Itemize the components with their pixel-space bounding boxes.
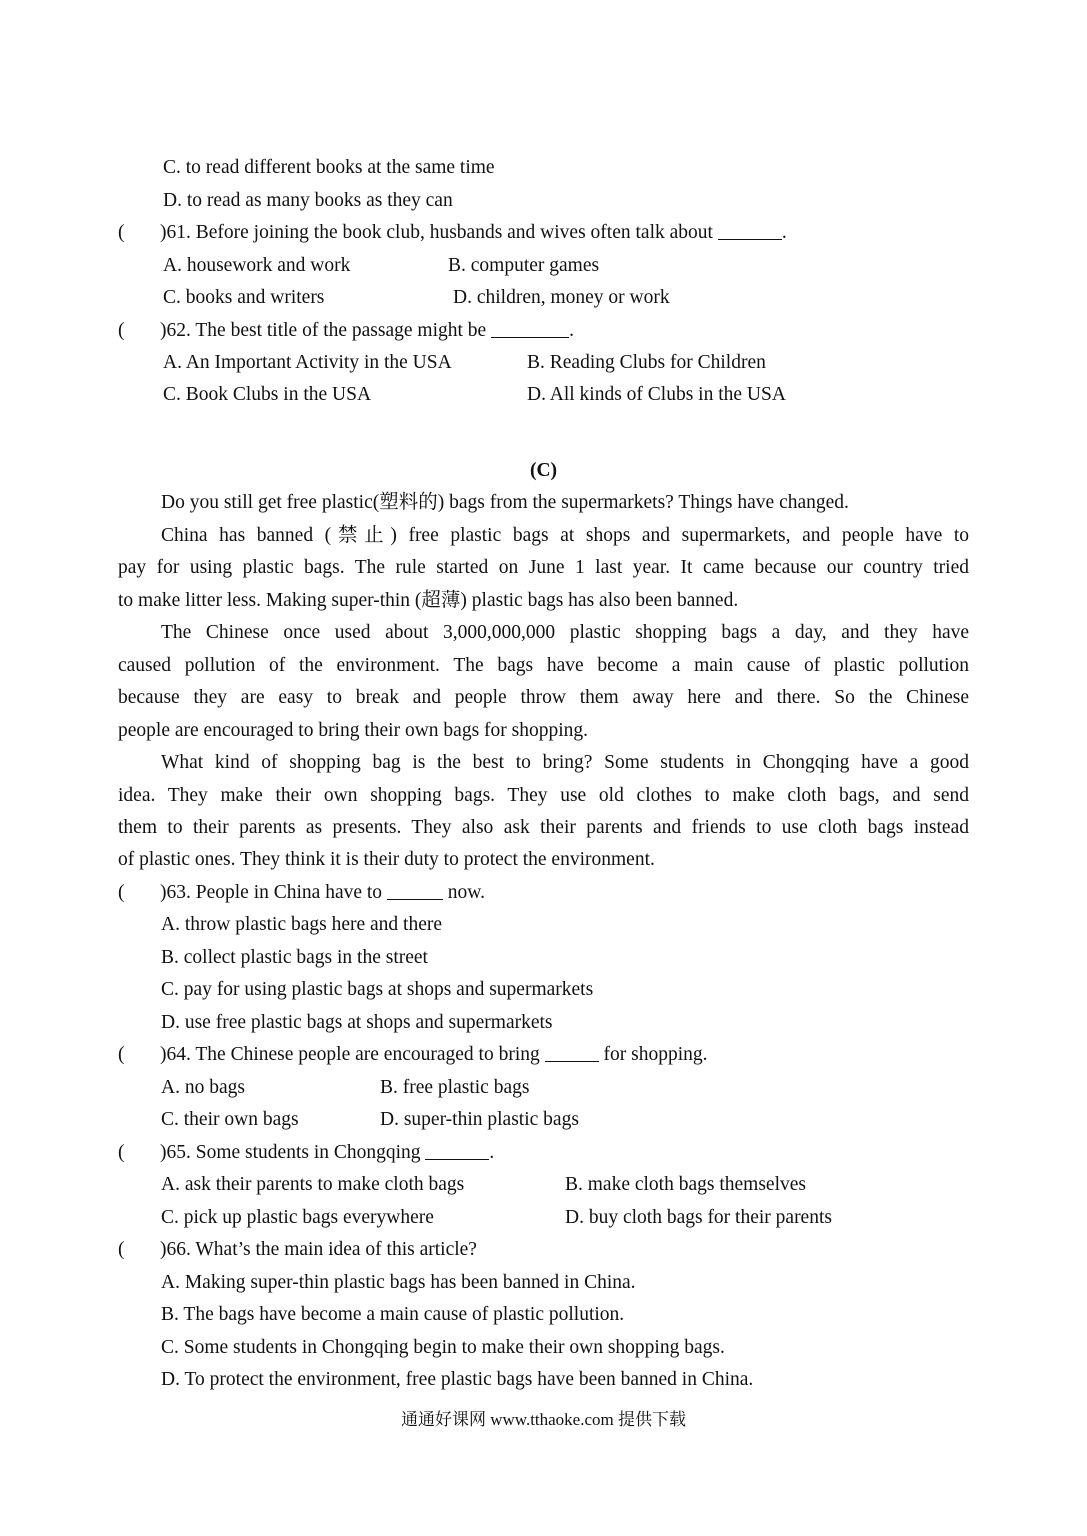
q63-option-c: C. pay for using plastic bags at shops and supermarkets [161, 979, 594, 1000]
q62-option-d: D. All kinds of Clubs in the USA [527, 384, 786, 405]
q60-option-c: C. to read different books at the same time [163, 157, 495, 178]
answer-blank [425, 1141, 489, 1160]
q63-option-b: B. collect plastic bags in the street [161, 947, 428, 968]
answer-blank [387, 881, 443, 900]
q60-option-d: D. to read as many books as they can [163, 190, 453, 211]
answer-blank [491, 319, 569, 338]
q61-option-b: B. computer games [448, 255, 600, 276]
q66-option-c: C. Some students in Chongqing begin to make their own shopping bags. [161, 1337, 725, 1358]
q64-stem: ( )64. The Chinese people are encouraged to bring for shopping. [118, 1044, 708, 1065]
q61-stem: ( )61. Before joining the book club, husbands and wives often talk about . [118, 222, 787, 243]
q66-stem: ( )66. What’s the main idea of this article? [118, 1239, 477, 1260]
q62-option-a: A. An Important Activity in the USA [163, 352, 452, 373]
q65-option-a: A. ask their parents to make cloth bags [161, 1174, 465, 1195]
q62-stem: ( )62. The best title of the passage might be . [118, 320, 574, 341]
q66-option-d: D. To protect the environment, free plastic bags have been banned in China. [161, 1369, 754, 1390]
q61-option-d: D. children, money or work [453, 287, 670, 308]
q61-option-c: C. books and writers [163, 287, 325, 308]
q62-option-c: C. Book Clubs in the USA [163, 384, 372, 405]
page-footer: 通通好课网 www.tthaoke.com 提供下载 [400, 1410, 687, 1429]
q66-option-b: B. The bags have become a main cause of plastic pollution. [161, 1304, 625, 1325]
passage-line: China has banned (禁止) free plastic bags at shops and supermarkets, and people have to [161, 525, 969, 546]
q64-option-d: D. super-thin plastic bags [380, 1109, 579, 1130]
q65-option-d: D. buy cloth bags for their parents [565, 1207, 832, 1228]
q63-option-a: A. throw plastic bags here and there [161, 914, 443, 935]
answer-blank [718, 221, 782, 240]
q61-option-a: A. housework and work [163, 255, 351, 276]
passage-line: The Chinese once used about 3,000,000,000 plastic shopping bags a day, and they have [161, 622, 969, 643]
q65-option-c: C. pick up plastic bags everywhere [161, 1207, 434, 1228]
q63-option-d: D. use free plastic bags at shops and supermarkets [161, 1012, 553, 1033]
answer-blank [545, 1043, 599, 1062]
passage-line: them to their parents as presents. They also ask their parents and friends to use cloth bags instead [118, 817, 969, 838]
passage-line: of plastic ones. They think it is their duty to protect the environment. [118, 849, 655, 870]
q66-option-a: A. Making super-thin plastic bags has been banned in China. [161, 1272, 636, 1293]
section-label: (C) [529, 460, 558, 481]
passage-line: idea. They make their own shopping bags. They use old clothes to make cloth bags, and send [118, 785, 969, 806]
passage-line: What kind of shopping bag is the best to bring? Some students in Chongqing have a good [161, 752, 969, 773]
q64-option-c: C. their own bags [161, 1109, 299, 1130]
q65-stem: ( )65. Some students in Chongqing . [118, 1142, 495, 1163]
q64-option-b: B. free plastic bags [380, 1077, 530, 1098]
passage-line: caused pollution of the environment. The bags have become a main cause of plastic pollution [118, 655, 969, 676]
passage-line: people are encouraged to bring their own bags for shopping. [118, 720, 589, 741]
q65-option-b: B. make cloth bags themselves [565, 1174, 806, 1195]
passage-line: to make litter less. Making super-thin (超薄) plastic bags has also been banned. [118, 590, 739, 611]
q62-option-b: B. Reading Clubs for Children [527, 352, 766, 373]
passage-line: pay for using plastic bags. The rule started on June 1 last year. It came because our country tried [118, 557, 969, 578]
q63-stem: ( )63. People in China have to now. [118, 882, 485, 903]
passage-line: Do you still get free plastic(塑料的) bags from the supermarkets? Things have changed. [161, 492, 849, 513]
q64-option-a: A. no bags [161, 1077, 245, 1098]
passage-line: because they are easy to break and people throw them away here and there. So the Chinese [118, 687, 969, 708]
